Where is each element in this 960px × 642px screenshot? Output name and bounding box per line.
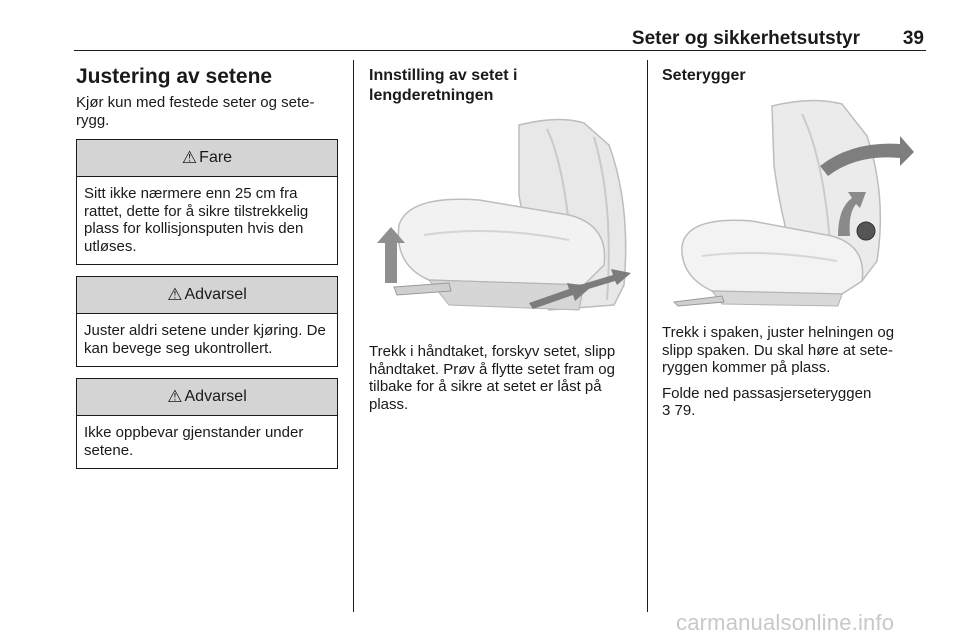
- warning-box-header: [77, 379, 337, 416]
- danger-text: Sitt ikke nærmere enn 25 cm fra rattet, dette for å sikre tilstrekkelig plass for kollisjonsputen hvis den utløses.: [84, 185, 309, 255]
- column-2-body: [369, 343, 633, 413]
- watermark: carmanualsonline.info: [676, 610, 895, 635]
- section-heading: Seterygger: [662, 67, 746, 84]
- column-3: [662, 66, 926, 86]
- warning-label: Advarsel: [184, 388, 247, 405]
- intro-text: Kjør kun med festede seter og seterygg.: [76, 94, 315, 129]
- page-header: [74, 26, 926, 51]
- section-title: Seter og sikkerhetsutstyr: [631, 28, 860, 49]
- slide-instructions: Trekk i håndtaket, forskyv setet, slipp håndtaket. Prøv å flytte setet fram og tilbake for å sikre at setet er låst på plass.: [369, 343, 616, 413]
- section-heading: Innstilling av setet i lengderetningen: [369, 67, 518, 104]
- backrest-recline-illustration: [662, 96, 926, 308]
- recline-instructions: Trekk i spaken, juster helningen og slipp spaken. Du skal høre at seteryggen kommer på plass.: [662, 324, 895, 376]
- warning-label: Advarsel: [184, 286, 247, 303]
- column-divider: [647, 60, 648, 612]
- column-3-body: [662, 324, 926, 420]
- danger-box: [76, 139, 338, 265]
- seat-slide-illustration: [369, 115, 633, 325]
- warning-text: Juster aldri setene under kjøring. De kan bevege seg ukontrollert.: [84, 322, 326, 357]
- danger-label: Fare: [199, 149, 233, 166]
- fold-reference: [662, 385, 926, 420]
- column-divider: [353, 60, 354, 612]
- column-2: [369, 66, 633, 106]
- warning-box: [76, 378, 338, 469]
- column-1: [76, 64, 338, 129]
- warning-text: Ikke oppbevar gjenstander under setene.: [84, 424, 304, 459]
- warning-box-header: [77, 277, 337, 314]
- danger-box-header: [77, 140, 337, 177]
- warning-box: [76, 276, 338, 367]
- page-reference-link[interactable]: 3 79.: [662, 402, 696, 419]
- warning-triangle-icon: ⚠: [167, 285, 183, 304]
- warning-triangle-icon: ⚠: [181, 148, 198, 167]
- warning-triangle-icon: ⚠: [167, 387, 183, 406]
- page-number: 39: [902, 28, 924, 49]
- section-heading: Justering av setene: [76, 65, 273, 88]
- fold-text: Folde ned passasjerseteryggen: [662, 384, 872, 402]
